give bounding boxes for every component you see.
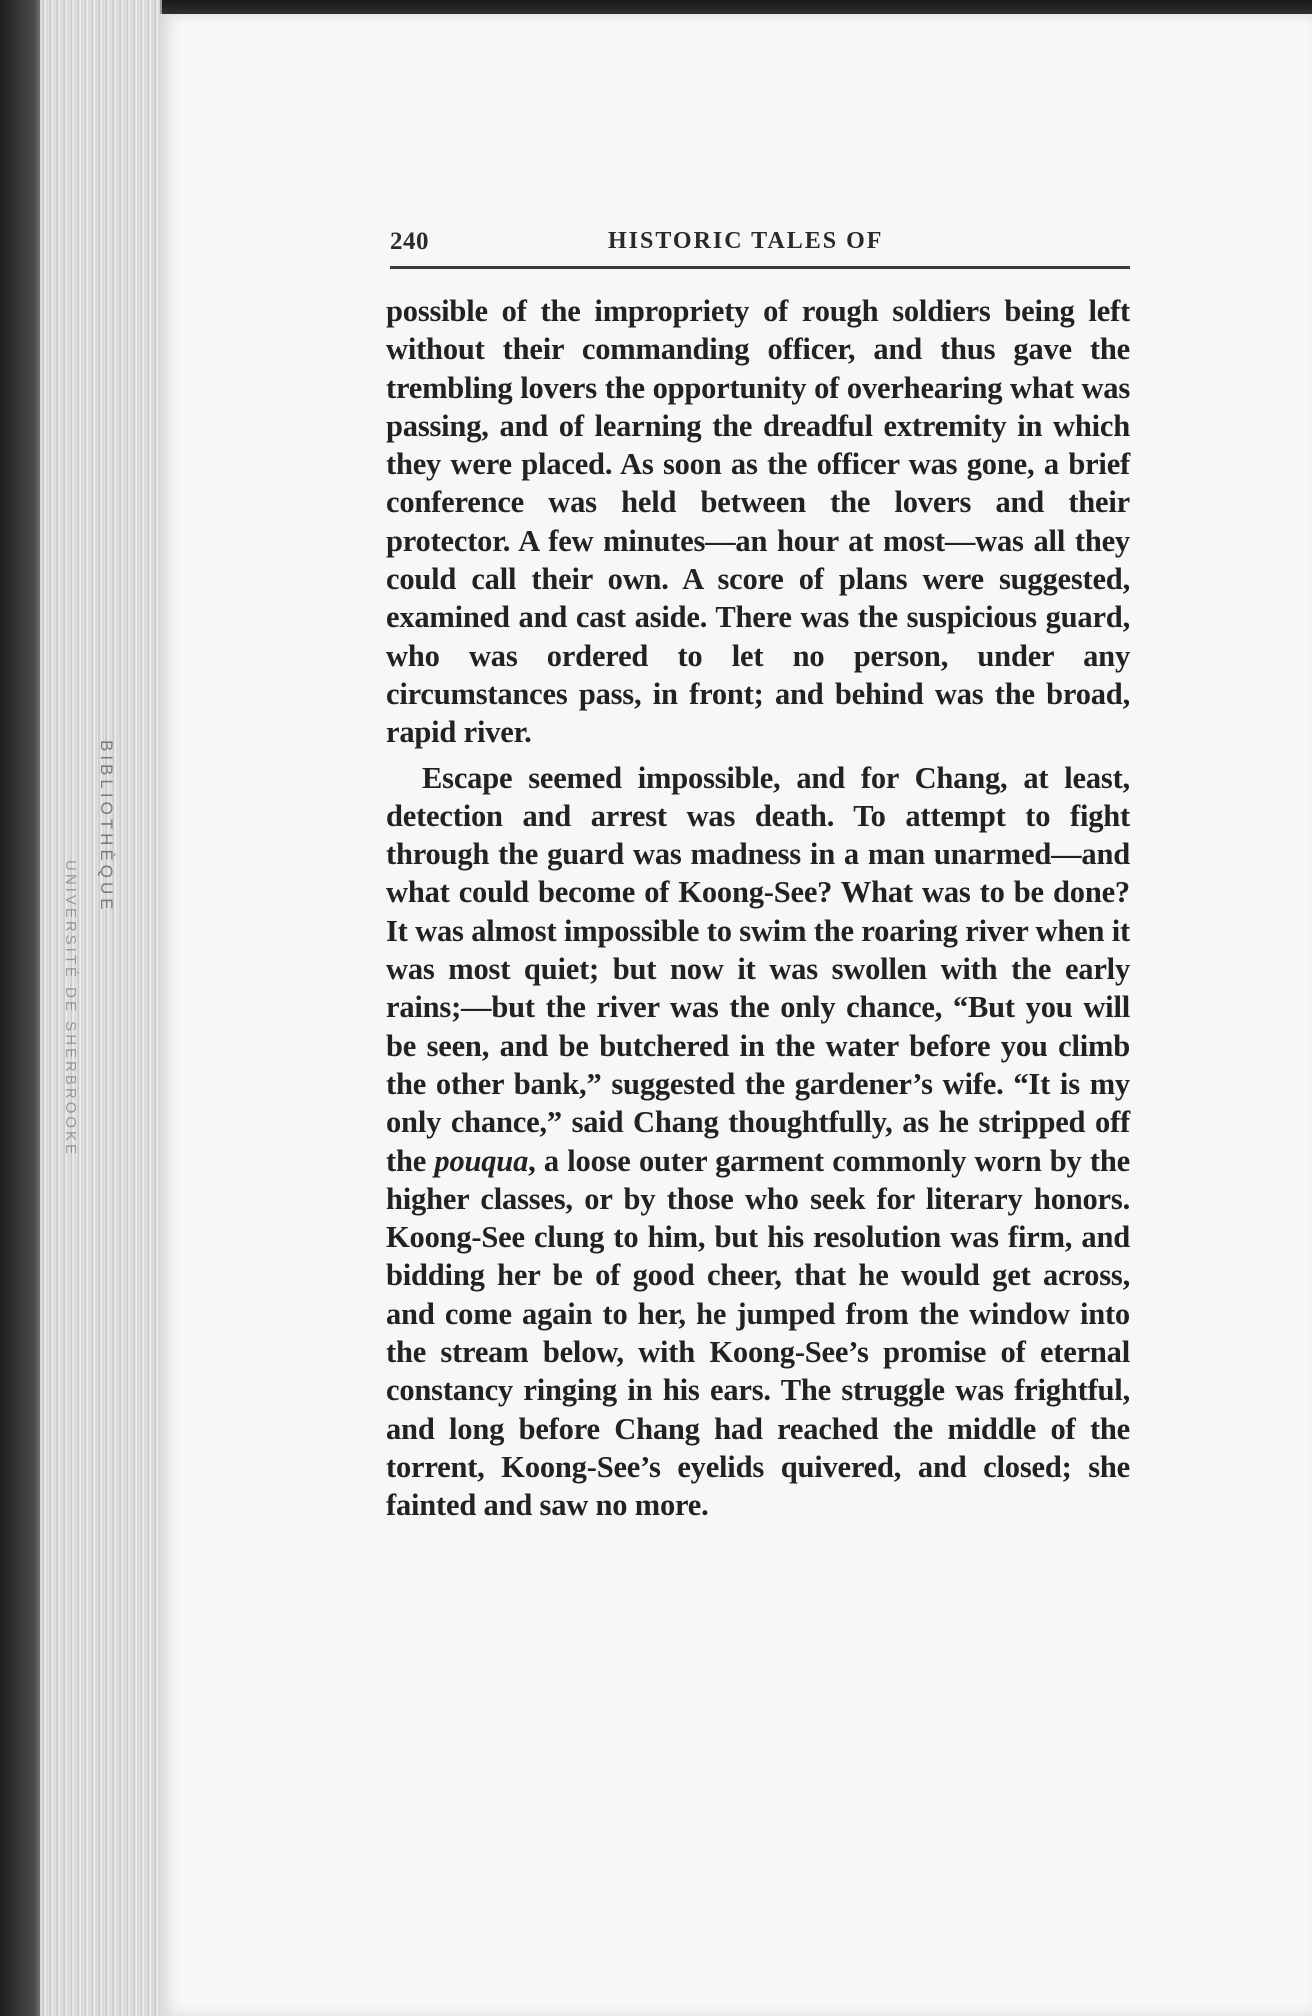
body-text bbox=[386, 292, 1130, 1525]
page-number: 240 bbox=[390, 228, 429, 255]
library-stamp-line1: BIBLIOTHÈQUE bbox=[97, 740, 116, 914]
paragraph-2-text-b: , a loose outer garment commonly worn by the higher classes, or by those who seek for literary honors. Koong-See clung to him, but his resolution was firm, and bidding her be of good cheer, that he would get across, and come again to her, he jumped from the window into the stream below, with Koong-See’s promise of eternal constancy ringing in his ears. The struggle was frightful, and long before Chang had reached the middle of the torrent, Koong-See’s eyelids quivered, and closed; she fainted and saw no more. bbox=[386, 1143, 1130, 1523]
book-page-edges bbox=[40, 0, 162, 2016]
running-head: HISTORIC TALES OF bbox=[608, 228, 884, 254]
paragraph-2-text-a: Escape seemed impossible, and for Chang, at least, detection and arrest was death. To attempt to fight through the guard was madness in a man unarmed—and what could become of Koong-See? What was to be done? It was almost impossible to swim the roaring river when it was most quiet; but now it was swollen with the early rains;—but the river was the only chance, “But you will be seen, and be butchered in the water before you climb the other bank,” suggested the gardener’s wife. “It is my only chance,” said Chang thoughtfully, as he stripped off the bbox=[386, 760, 1130, 1178]
paragraph-1-text: possible of the impropriety of rough soldiers being left without their commanding officer, and thus gave the trembling lovers the opportunity of overhearing what was passing, and of learning the dreadful extremity in which they were placed. As soon as the officer was gone, a brief conference was held between the lovers and their protector. A few minutes—an hour at most—was all they could call their own. A score of plans were suggested, examined and cast aside. There was the suspicious guard, who was ordered to let no person, under any circumstances pass, in front; and behind was the broad, rapid river. bbox=[386, 294, 1130, 750]
library-stamp-line2: UNIVERSITÉ DE SHERBROOKE bbox=[62, 860, 79, 1158]
paragraph-1 bbox=[386, 292, 1130, 752]
page-header bbox=[390, 228, 1130, 269]
italic-term-pouqua: pouqua bbox=[434, 1143, 529, 1178]
paragraph-2 bbox=[386, 759, 1130, 1525]
